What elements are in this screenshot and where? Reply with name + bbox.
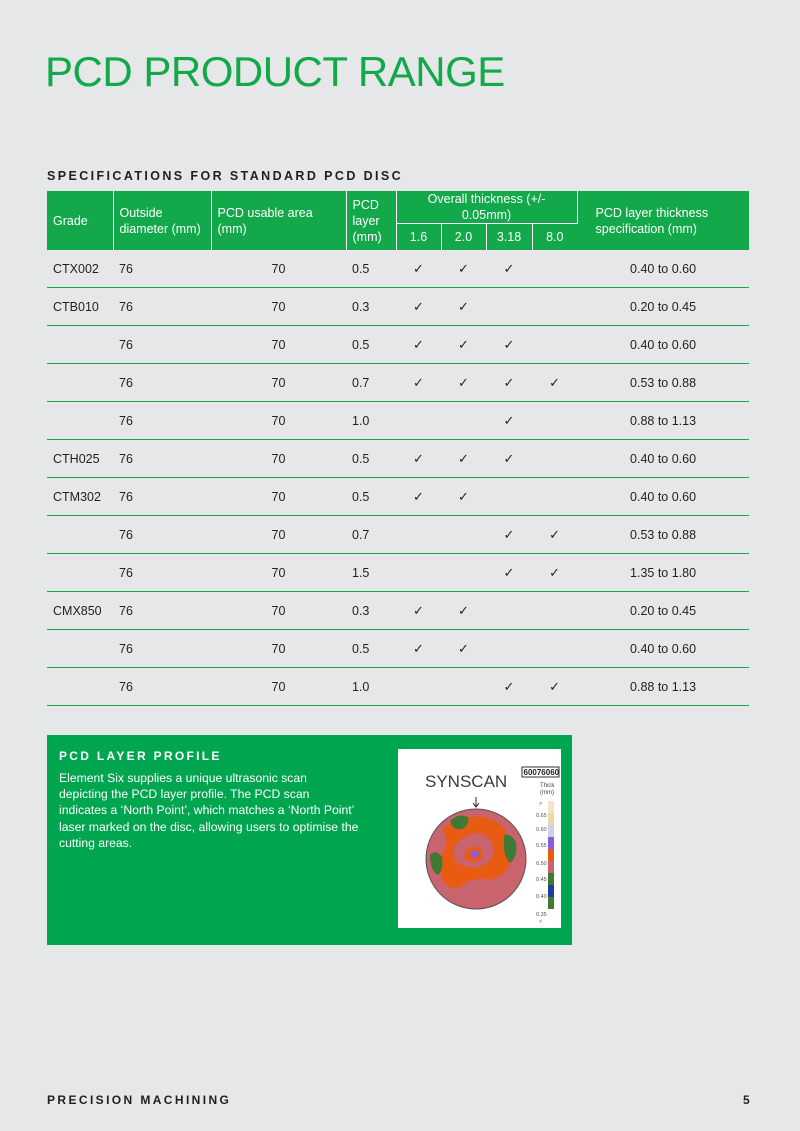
thickness-2-0-check: ✓ bbox=[441, 440, 486, 478]
grade-cell: CTB010 bbox=[47, 288, 113, 326]
outside-diameter-cell: 76 bbox=[113, 250, 211, 288]
layer-spec-cell: 0.53 to 0.88 bbox=[577, 516, 749, 554]
table-row bbox=[47, 554, 749, 592]
thickness-2-0-check bbox=[441, 554, 486, 592]
outside-diameter-cell: 76 bbox=[113, 478, 211, 516]
legend-label: 0.45 bbox=[536, 877, 547, 883]
grade-cell bbox=[47, 326, 113, 364]
header-thickness-3-18: 3.18 bbox=[486, 224, 532, 251]
legend-swatch-7 bbox=[548, 873, 554, 885]
thickness-3-18-check: ✓ bbox=[486, 516, 532, 554]
layer-spec-cell: 0.88 to 1.13 bbox=[577, 402, 749, 440]
layer-spec-cell: 0.88 to 1.13 bbox=[577, 668, 749, 706]
pcd-layer-cell: 0.5 bbox=[346, 326, 396, 364]
outside-diameter-cell: 76 bbox=[113, 516, 211, 554]
thickness-3-18-check: ✓ bbox=[486, 554, 532, 592]
grade-cell bbox=[47, 554, 113, 592]
thickness-3-18-check: ✓ bbox=[486, 364, 532, 402]
thickness-2-0-check: ✓ bbox=[441, 478, 486, 516]
layer-spec-cell: 0.40 to 0.60 bbox=[577, 440, 749, 478]
header-thickness-1-6: 1.6 bbox=[396, 224, 441, 251]
outside-diameter-cell: 76 bbox=[113, 288, 211, 326]
pcd-layer-cell: 0.5 bbox=[346, 478, 396, 516]
spec-table bbox=[47, 191, 749, 706]
thickness-8-0-check bbox=[532, 326, 577, 364]
thickness-2-0-check: ✓ bbox=[441, 364, 486, 402]
page-number: 5 bbox=[743, 1093, 750, 1107]
legend-label: 0.50 bbox=[536, 861, 547, 867]
profile-description: Element Six supplies a unique ultrasonic scan depicting the PCD layer profile. The PCD scan indicates a ‘North Point’, which matches a ‘North Point’ laser marked on the disc, allowing users to optimise the cutting areas. bbox=[59, 771, 359, 850]
legend-label: 0.65 bbox=[536, 813, 547, 819]
legend-swatch-5 bbox=[548, 849, 554, 861]
layer-spec-cell: 0.40 to 0.60 bbox=[577, 250, 749, 288]
thickness-8-0-check bbox=[532, 402, 577, 440]
thickness-8-0-check bbox=[532, 250, 577, 288]
layer-spec-cell: 0.40 to 0.60 bbox=[577, 630, 749, 668]
thickness-2-0-check: ✓ bbox=[441, 250, 486, 288]
thickness-2-0-check: ✓ bbox=[441, 288, 486, 326]
thickness-2-0-check bbox=[441, 402, 486, 440]
thickness-8-0-check: ✓ bbox=[532, 554, 577, 592]
usable-area-cell: 70 bbox=[211, 250, 346, 288]
thickness-3-18-check: ✓ bbox=[486, 326, 532, 364]
thickness-1-6-check: ✓ bbox=[396, 326, 441, 364]
thickness-1-6-check: ✓ bbox=[396, 364, 441, 402]
table-row bbox=[47, 364, 749, 402]
table-row bbox=[47, 478, 749, 516]
layer-spec-cell: 0.20 to 0.45 bbox=[577, 288, 749, 326]
outside-diameter-cell: 76 bbox=[113, 668, 211, 706]
usable-area-cell: 70 bbox=[211, 440, 346, 478]
header-outside-diameter: Outside diameter (mm) bbox=[113, 191, 211, 250]
legend-swatch-8 bbox=[548, 885, 554, 897]
usable-area-cell: 70 bbox=[211, 288, 346, 326]
thickness-3-18-check bbox=[486, 288, 532, 326]
usable-area-cell: 70 bbox=[211, 554, 346, 592]
legend-swatch-4 bbox=[548, 837, 554, 849]
usable-area-cell: 70 bbox=[211, 402, 346, 440]
thickness-1-6-check: ✓ bbox=[396, 288, 441, 326]
thickness-3-18-check bbox=[486, 630, 532, 668]
table-row bbox=[47, 516, 749, 554]
thickness-2-0-check: ✓ bbox=[441, 592, 486, 630]
thickness-1-6-check: ✓ bbox=[396, 478, 441, 516]
header-pcd-layer: PCD layer (mm) bbox=[346, 191, 396, 250]
thickness-1-6-check: ✓ bbox=[396, 630, 441, 668]
pcd-layer-cell: 0.5 bbox=[346, 630, 396, 668]
layer-spec-cell: 0.53 to 0.88 bbox=[577, 364, 749, 402]
thickness-1-6-check bbox=[396, 668, 441, 706]
layer-spec-cell: 0.40 to 0.60 bbox=[577, 326, 749, 364]
thickness-1-6-check: ✓ bbox=[396, 592, 441, 630]
layer-spec-cell: 0.20 to 0.45 bbox=[577, 592, 749, 630]
thickness-2-0-check: ✓ bbox=[441, 326, 486, 364]
table-row bbox=[47, 668, 749, 706]
grade-cell bbox=[47, 402, 113, 440]
thickness-8-0-check: ✓ bbox=[532, 364, 577, 402]
thickness-3-18-check: ✓ bbox=[486, 402, 532, 440]
legend-label: 0.35 bbox=[536, 912, 547, 918]
table-row bbox=[47, 592, 749, 630]
header-thickness-8-0: 8.0 bbox=[532, 224, 577, 251]
thickness-1-6-check: ✓ bbox=[396, 440, 441, 478]
outside-diameter-cell: 76 bbox=[113, 630, 211, 668]
legend-label: > bbox=[539, 801, 543, 807]
thickness-3-18-check bbox=[486, 478, 532, 516]
scan-serial: 60076060 bbox=[523, 768, 560, 778]
pcd-layer-cell: 0.5 bbox=[346, 250, 396, 288]
legend-label: 0.60 bbox=[536, 827, 547, 833]
thickness-3-18-check: ✓ bbox=[486, 440, 532, 478]
legend-swatch-1 bbox=[548, 801, 554, 813]
grade-cell: CMX850 bbox=[47, 592, 113, 630]
outside-diameter-cell: 76 bbox=[113, 326, 211, 364]
usable-area-cell: 70 bbox=[211, 364, 346, 402]
outside-diameter-cell: 76 bbox=[113, 554, 211, 592]
usable-area-cell: 70 bbox=[211, 668, 346, 706]
thickness-1-6-check bbox=[396, 554, 441, 592]
table-row bbox=[47, 288, 749, 326]
thickness-8-0-check: ✓ bbox=[532, 668, 577, 706]
thickness-1-6-check bbox=[396, 516, 441, 554]
legend-title-thick: Thick bbox=[540, 783, 555, 789]
thickness-2-0-check bbox=[441, 668, 486, 706]
spec-table-body bbox=[47, 250, 749, 706]
legend-swatch-3 bbox=[548, 825, 554, 837]
synscan-scan-graphic bbox=[398, 749, 561, 928]
usable-area-cell: 70 bbox=[211, 478, 346, 516]
scan-brand-label: SYNSCAN bbox=[425, 772, 508, 791]
pcd-layer-cell: 1.5 bbox=[346, 554, 396, 592]
legend-swatch-9 bbox=[548, 897, 554, 909]
footer-label: PRECISION MACHINING bbox=[47, 1093, 232, 1107]
synscan-image bbox=[398, 749, 561, 928]
grade-cell bbox=[47, 516, 113, 554]
outside-diameter-cell: 76 bbox=[113, 402, 211, 440]
thickness-8-0-check bbox=[532, 478, 577, 516]
outside-diameter-cell: 76 bbox=[113, 364, 211, 402]
usable-area-cell: 70 bbox=[211, 592, 346, 630]
table-row bbox=[47, 630, 749, 668]
usable-area-cell: 70 bbox=[211, 326, 346, 364]
header-grade: Grade bbox=[47, 191, 113, 250]
header-usable-area: PCD usable area (mm) bbox=[211, 191, 346, 250]
layer-spec-cell: 1.35 to 1.80 bbox=[577, 554, 749, 592]
profile-title: PCD LAYER PROFILE bbox=[59, 749, 222, 763]
thickness-8-0-check bbox=[532, 288, 577, 326]
thickness-8-0-check bbox=[532, 630, 577, 668]
pcd-layer-cell: 0.3 bbox=[346, 288, 396, 326]
pcd-layer-cell: 0.7 bbox=[346, 364, 396, 402]
outside-diameter-cell: 76 bbox=[113, 440, 211, 478]
section-title: SPECIFICATIONS FOR STANDARD PCD DISC bbox=[47, 169, 404, 183]
pcd-layer-cell: 0.3 bbox=[346, 592, 396, 630]
table-row bbox=[47, 250, 749, 288]
pcd-layer-cell: 1.0 bbox=[346, 668, 396, 706]
usable-area-cell: 70 bbox=[211, 516, 346, 554]
grade-cell: CTM302 bbox=[47, 478, 113, 516]
header-overall-thickness: Overall thickness (+/- 0.05mm) bbox=[396, 191, 577, 224]
grade-cell: CTH025 bbox=[47, 440, 113, 478]
thickness-8-0-check bbox=[532, 440, 577, 478]
legend-label: < bbox=[539, 919, 543, 925]
thickness-1-6-check: ✓ bbox=[396, 250, 441, 288]
usable-area-cell: 70 bbox=[211, 630, 346, 668]
legend-swatch-6 bbox=[548, 861, 554, 873]
pcd-layer-cell: 1.0 bbox=[346, 402, 396, 440]
grade-cell bbox=[47, 668, 113, 706]
table-row bbox=[47, 440, 749, 478]
legend-swatch-2 bbox=[548, 813, 554, 825]
thickness-8-0-check: ✓ bbox=[532, 516, 577, 554]
thickness-3-18-check bbox=[486, 592, 532, 630]
header-thickness-2-0: 2.0 bbox=[441, 224, 486, 251]
header-layer-spec: PCD layer thickness specification (mm) bbox=[577, 191, 749, 250]
thickness-2-0-check bbox=[441, 516, 486, 554]
thickness-3-18-check: ✓ bbox=[486, 668, 532, 706]
grade-cell: CTX002 bbox=[47, 250, 113, 288]
page-title: PCD PRODUCT RANGE bbox=[45, 48, 505, 95]
grade-cell bbox=[47, 630, 113, 668]
pcd-layer-profile-box bbox=[47, 735, 572, 945]
grade-cell bbox=[47, 364, 113, 402]
outside-diameter-cell: 76 bbox=[113, 592, 211, 630]
thickness-1-6-check bbox=[396, 402, 441, 440]
pcd-layer-cell: 0.5 bbox=[346, 440, 396, 478]
layer-spec-cell: 0.40 to 0.60 bbox=[577, 478, 749, 516]
thickness-2-0-check: ✓ bbox=[441, 630, 486, 668]
thickness-3-18-check: ✓ bbox=[486, 250, 532, 288]
legend-label: 0.40 bbox=[536, 894, 547, 900]
thickness-8-0-check bbox=[532, 592, 577, 630]
table-row bbox=[47, 326, 749, 364]
legend-label: 0.55 bbox=[536, 843, 547, 849]
legend-title-unit: (mm) bbox=[540, 790, 554, 796]
table-row bbox=[47, 402, 749, 440]
pcd-layer-cell: 0.7 bbox=[346, 516, 396, 554]
header-row bbox=[47, 191, 749, 224]
